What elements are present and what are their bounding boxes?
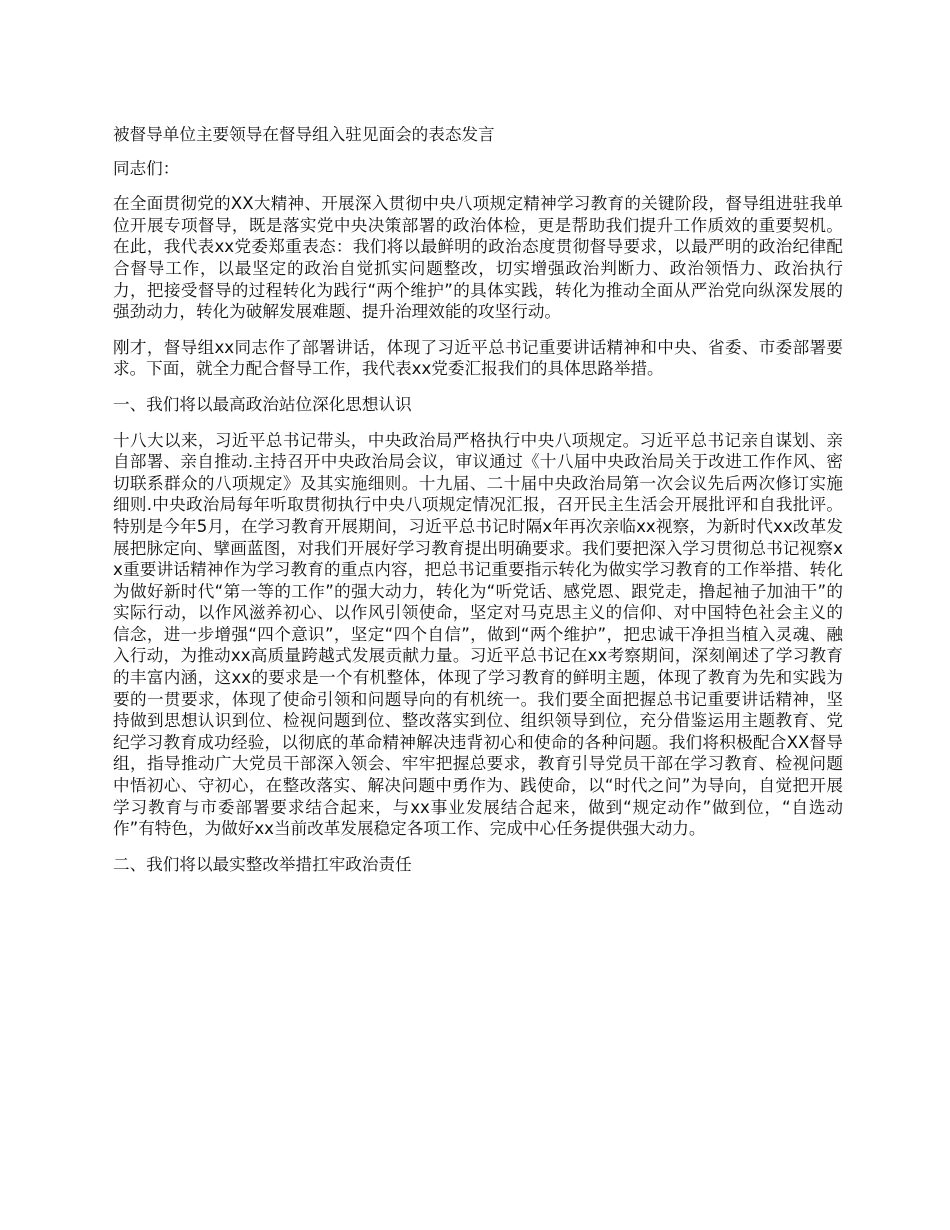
paragraph-section-1: 十八大以来，习近平总书记带头，中央政治局严格执行中央八项规定。习近平总书记亲自谋划、亲自部署、亲自推动.主持召开中央政治局会议，审议通过《十八届中央政治局关于改进工作作风、密切联系群众的八项规定》及其实施细则。十九届、二十届中央政治局第一次会议先后两次修订实施细则.中央政治局每年听取贯彻执行中央八项规定情况汇报，召开民主生活会开展批评和自我批评。特别是今年5月，在学习教育开展期间，习近平总书记时隔x年再次亲临xx视察，为新时代xx改革发展把脉定向、擘画蓝图，对我们开展好学习教育提出明确要求。我们要把深入学习贯彻总书记视察xx重要讲话精神作为学习教育的重点内容，把总书记重要指示转化为做实学习教育的工作举措、转化为做好新时代“第一等的工作”的强大动力，转化为“听党话、感党恩、跟党走，撸起袖子加油干”的实际行动，以作风滋养初心、以作风引领使命，坚定对马克思主义的信仰、对中国特色社会主义的信念，进一步增强“四个意识”，坚定“四个自信”，做到“两个维护”，把忠诚干净担当植入灵魂、融入行动，为推动xx高质量跨越式发展贡献力量。习近平总书记在xx考察期间，深刻阐述了学习教育的丰富内涵，这xx的要求是一个有机整体，体现了学习教育的鲜明主题，体现了教育为先和实践为要的一贯要求，体现了使命引领和问题导向的有机统一。我们要全面把握总书记重要讲话精神，坚持做到思想认识到位、检视问题到位、整改落实到位、组织领导到位，充分借鉴运用主题教育、党纪学习教育成功经验，以彻底的革命精神解决违背初心和使命的各种问题。我们将积极配合XX督导组，指导推动广大党员干部深入领会、牢牢把握总要求，教育引导党员干部在学习教育、检视问题中悟初心、守初心，在整改落实、解决问题中勇作为、践使命，以“时代之问”为导向，自觉把开展学习教育与市委部署要求结合起来，与xx事业发展结合起来，做到“规定动作”做到位，“自选动作”有特色，为做好xx当前改革发展稳定各项工作、完成中心任务提供强大动力。 (113, 430, 843, 839)
salutation: 同志们： (113, 158, 180, 178)
section-heading-2: 二、我们将以最实整改举措扛牢政治责任 (113, 854, 412, 874)
paragraph-intro: 在全面贯彻党的XX大精神、开展深入贯彻中央八项规定精神学习教育的关键阶段，督导组进驻我单位开展专项督导，既是落实党中央决策部署的政治体检，更是帮助我们提升工作质效的重要契机。在此，我代表xx党委郑重表态：我们将以最鲜明的政治态度贯彻督导要求，以最严明的政治纪律配合督导工作，以最坚定的政治自觉抓实问题整改，切实增强政治判断力、政治领悟力、政治执行力，把接受督导的过程转化为践行“两个维护”的具体实践，转化为推动全面从严治党向纵深发展的强劲动力，转化为破解发展难题、提升治理效能的攻坚行动。 (113, 194, 843, 322)
paragraph-briefing: 刚才，督导组xx同志作了部署讲话，体现了习近平总书记重要讲话精神和中央、省委、市委部署要求。下面，就全力配合督导工作，我代表xx党委汇报我们的具体思路举措。 (113, 337, 843, 379)
document-title: 被督导单位主要领导在督导组入驻见面会的表态发言 (113, 125, 495, 144)
section-heading-1: 一、我们将以最高政治站位深化思想认识 (113, 394, 412, 414)
document-page (113, 124, 843, 889)
